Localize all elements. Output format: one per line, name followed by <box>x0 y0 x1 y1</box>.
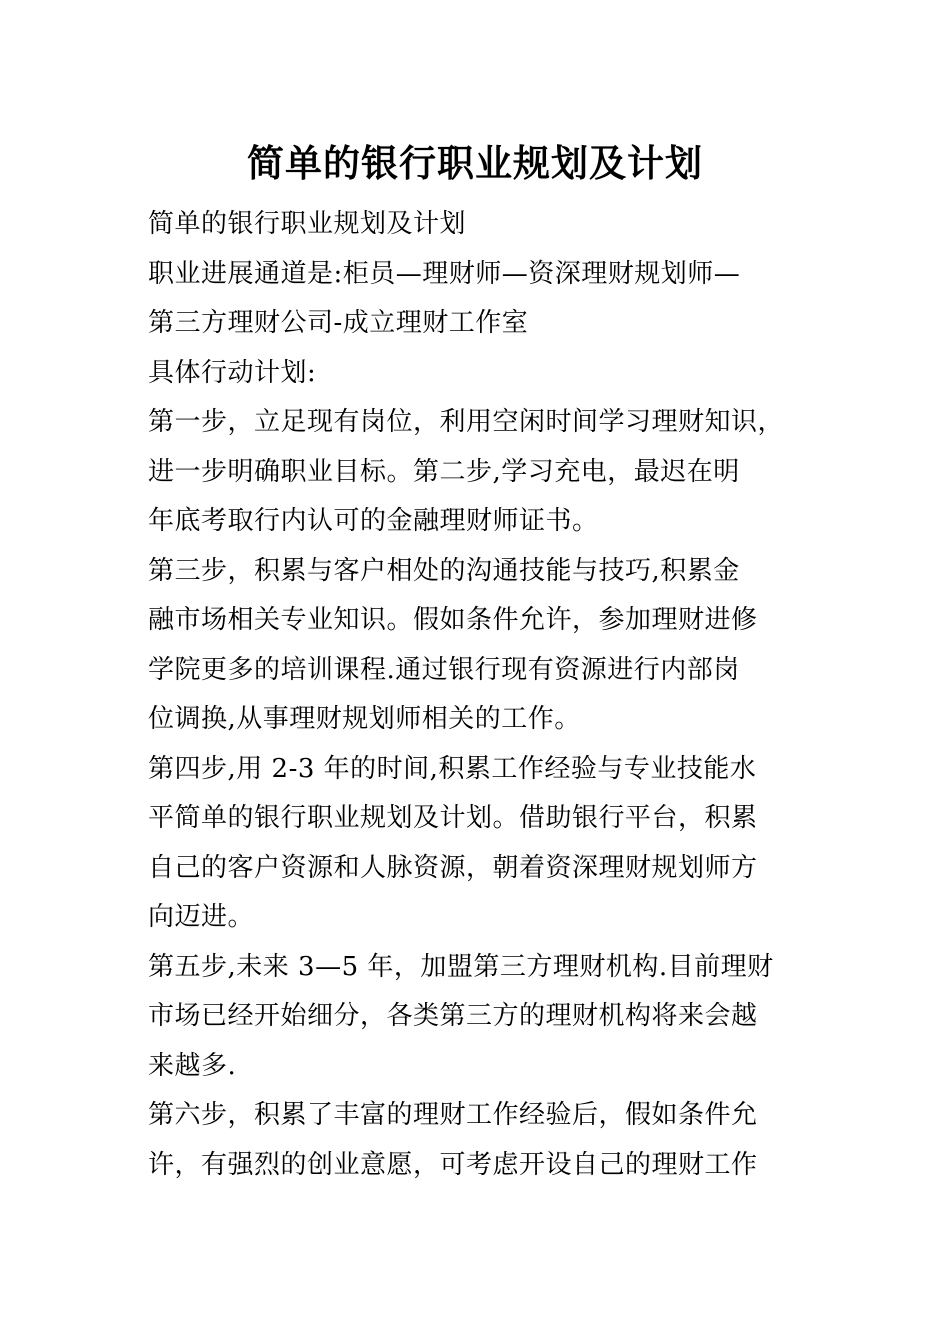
body-line: 进一步明确职业目标。第二步,学习充电，最迟在明 <box>148 456 740 487</box>
body-line: 具体行动计划: <box>148 357 317 388</box>
body-line: 第六步，积累了丰富的理财工作经验后，假如条件允 <box>148 1100 758 1130</box>
body-line: 第一步，立足现有岗位，利用空闲时间学习理财知识， <box>148 407 785 437</box>
body-line: 来越多. <box>148 1050 237 1081</box>
body-line: 第五步,未来 3—5 年，加盟第三方理财机构.目前理财 <box>148 951 774 982</box>
body-line: 第三方理财公司-成立理财工作室 <box>148 308 529 338</box>
body-line: 第三步，积累与客户相处的沟通技能与技巧,积累金 <box>148 555 740 586</box>
body-line: 学院更多的培训课程.通过银行现有资源进行内部岗 <box>148 654 740 685</box>
body-line: 位调换,从事理财规划师相关的工作。 <box>148 704 581 734</box>
body-line: 平简单的银行职业规划及计划。借助银行平台，积累 <box>148 803 758 833</box>
body-line: 自己的客户资源和人脉资源，朝着资深理财规划师方 <box>148 852 758 883</box>
body-line: 向迈进。 <box>148 902 255 932</box>
body-line: 融市场相关专业知识。假如条件允许，参加理财进修 <box>148 605 758 635</box>
document-body <box>148 200 838 1190</box>
document-title: 简单的银行职业规划及计划 <box>247 141 703 185</box>
body-line: 职业进展通道是:柜员—理财师—资深理财规划师— <box>148 258 741 289</box>
body-line: 许，有强烈的创业意愿，可考虑开设自己的理财工作 <box>148 1149 758 1180</box>
body-line: 市场已经开始细分，各类第三方的理财机构将来会越 <box>148 1001 758 1031</box>
body-line: 年底考取行内认可的金融理财师证书。 <box>148 506 599 536</box>
body-line: 第四步,用 2-3 年的时间,积累工作经验与专业技能水 <box>148 753 757 784</box>
body-line: 简单的银行职业规划及计划 <box>148 209 467 239</box>
